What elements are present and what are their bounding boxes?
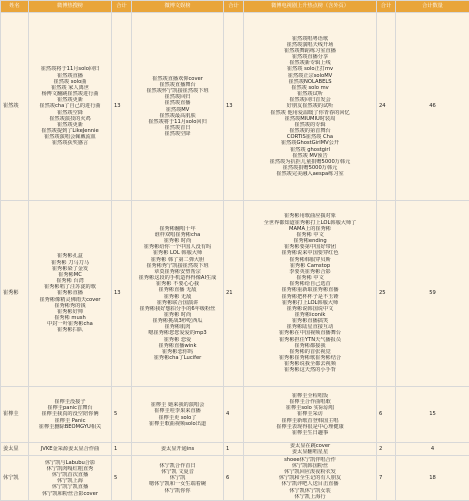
list-item: 崔秀彬直播wink (133, 343, 222, 349)
list-item: 崔然竣演技的火鸡 (30, 116, 110, 122)
list-item: 崔秀彬用歌曲应援对象 (245, 213, 375, 219)
list-item: 崔秀彬 中文 (245, 275, 375, 281)
list-item: 崔秀彬这段的手机造得得像AI生成 (133, 275, 222, 281)
list-item: 中封一叶崔秀彬cha (30, 321, 110, 327)
list-item: 崔秀彬说来中国要穿红色 (245, 250, 375, 256)
list-item: 崔然竣 他用爱温暖了你青春的回忆 (245, 110, 375, 116)
list-item: 崔秀彬给你一个中国人没有吗 (133, 244, 222, 250)
list-item: 嗯休宁凯和一女生端着碗 (133, 481, 222, 487)
list-item: 崔然竣直播欢仰cover (133, 76, 222, 82)
person-name: 崔秀彬 (1, 201, 29, 387)
list-item: 崔然竣完美融入aespa练习室 (245, 171, 375, 177)
list-item: 崔然竣NOLABELS (245, 79, 375, 85)
list-item: 崔然竣回归 (133, 94, 222, 100)
list-item: 休宁凯评吧人送目击直播 (245, 481, 375, 487)
tv-rising-count: 6 (377, 387, 396, 443)
list-item: 崔秀彬担任YTN天气播报员 (245, 337, 375, 343)
list-item: 崔然竣获奖感言 (30, 140, 110, 146)
list-item: JVKE金采源姜太显合作曲 (30, 446, 110, 452)
list-item: 嗯崔秀彬您您爱爱的mp3 (133, 330, 222, 336)
list-item: 崔秀彬iconik (245, 312, 375, 318)
list-item: 崔秀彬 LOL 韩服大师 (133, 250, 222, 256)
list-item: 崔然竣空降 (133, 131, 222, 137)
list-item: 崔然竣正宗soloMV (245, 73, 375, 79)
list-item: 休宁凯 (133, 475, 222, 481)
list-item: 崔然竣直播分享 (245, 54, 375, 60)
list-item: 崔然竣捐赠5000万韩元 (245, 165, 375, 171)
list-item: 崔秀彬 时尚 (133, 312, 222, 318)
list-item: 崔秀彬像精灵佛雨天cover (30, 297, 110, 303)
tv-rising-list (244, 387, 377, 443)
person-name: 崔然竣 (1, 13, 29, 201)
list-item: 崔秀彬ending (245, 238, 375, 244)
table-row (1, 13, 469, 201)
list-item: 崔秀彬MC (30, 272, 110, 278)
list-item: 崔秀彬恋你吗 (133, 349, 222, 355)
list-item: 崔然竣MIUMIU时装周 (245, 116, 375, 122)
list-item: 崔然竣演唱天线开场 (245, 42, 375, 48)
header-row (1, 1, 469, 13)
list-item: 崔秀彬直播搞笑 (245, 318, 375, 324)
list-item: 崔然竣首日 (133, 125, 222, 131)
list-item: 休宁凯回应泼夜粉衣发 (245, 469, 375, 475)
list-item: 崔秀彬打上LOL韩服大师 (245, 300, 375, 306)
list-item: 崔然竣试听 (245, 91, 375, 97)
header-weibo-hot-search: 微博热搜榜 (29, 1, 112, 13)
list-item: 休宁凯宁凯直播 (30, 484, 110, 490)
header-subtotal-3: 合计 (377, 1, 396, 13)
table-row (1, 387, 469, 443)
entertainment-list (132, 387, 224, 443)
tv-rising-list (244, 443, 377, 456)
list-item: 崔然竣MV (133, 107, 222, 113)
list-item: 休宁凯与Labubu合影 (30, 460, 110, 466)
tv-rising-count: 7 (377, 456, 396, 501)
list-item: 休宁凯韩国粉丝 (245, 463, 375, 469)
list-item: 姜太显开通ins (133, 446, 222, 452)
entertainment-count: 13 (224, 13, 244, 201)
hot-search-list (29, 456, 112, 501)
list-item: 崔秀彬崔秀彬歌崔秀彬结合 (245, 355, 375, 361)
list-item: 崔秀彬给自己选首 (245, 281, 375, 287)
grand-total: 59 (396, 201, 469, 387)
list-item: 崔秀彬 刀马刀马 (30, 260, 110, 266)
list-item: 崔然竣直播 (133, 100, 222, 106)
hot-search-list (29, 443, 112, 456)
list-item: 崔然竣回归首发会 (245, 97, 375, 103)
list-item: 崔秀彬扫队 (30, 327, 110, 333)
grand-total: 46 (396, 13, 469, 201)
table-row (1, 201, 469, 387)
list-item: 崔然竣的专辑 (245, 122, 375, 128)
list-item: 崔然竣 家人离世 (30, 85, 110, 91)
list-item: 崔秀彬我好想拍分手的6年级粉丝 (133, 306, 222, 312)
list-item: 崔秀彬秀宁凯接崔然竣下班 (133, 263, 222, 269)
list-item: 崔秀彬把杯杯子是不玉锤 (245, 294, 375, 300)
table-row (1, 456, 469, 501)
list-item: 休宁凯和粉丝合影cover (30, 491, 110, 497)
tv-rising-list (244, 201, 377, 387)
list-item: 崔然竣将于11月solo回归 (133, 119, 222, 125)
list-item: 崔然竣演唱会佩戴流血 (30, 134, 110, 140)
list-item: 休宁凯休宁凯女装 (245, 488, 375, 494)
list-item: 崔秀彬cha了Lucifer (133, 355, 222, 361)
hot-search-count: 5 (112, 387, 132, 443)
list-item: 崔秀彬染了金发 (30, 266, 110, 272)
tv-rising-count: 24 (377, 13, 396, 201)
header-grand-total: 合计数量 (396, 1, 469, 13)
list-item: 崔秀彬挑战3秒吃西瓜 (133, 318, 222, 324)
grand-total: 4 (396, 443, 469, 456)
list-item: 崔檸圭solo 实际原唱 (245, 405, 375, 411)
list-item: 崔秀彬要第中国好带团 (245, 244, 375, 250)
list-item: 崔秀彬 恋爱 (133, 337, 222, 343)
list-item: MAMA上的崔秀彬 (245, 226, 375, 232)
list-item: 崔然竣怀宁凯接崔然竣下班 (133, 88, 222, 94)
list-item: 好朋友崔然竣的试听 (245, 103, 375, 109)
entertainment-count: 6 (224, 456, 244, 501)
entertainment-list (132, 456, 224, 501)
list-item: 崔秀彬孔盒 (30, 253, 110, 259)
list-item: 姜太显翻唱星星 (245, 449, 375, 455)
list-item: 崔檸圭表现得很是中心理健康 (245, 424, 375, 430)
list-item: 崔秀彬 mush (30, 315, 110, 321)
tv-rising-count: 2 (377, 443, 396, 456)
entertainment-count: 1 (224, 443, 244, 456)
list-item: 谁样双唱崔秀彬cha (133, 232, 222, 238)
hot-search-list (29, 387, 112, 443)
list-item: 崔檸圭删除BEOMGYU相关 (30, 424, 110, 430)
list-item: 崔然竣为抗拒儿童捐赠5000万韩元 (245, 159, 375, 165)
grand-total: 18 (396, 456, 469, 501)
entertainment-count: 21 (224, 201, 244, 387)
list-item: 崔秀彬陆星直接互动 (245, 324, 375, 330)
list-item: 崔然竣更新 (30, 122, 110, 128)
list-item: 崔秀彬肌肉 (133, 324, 222, 330)
list-item: 姜太显在跳cover (245, 443, 375, 449)
entertainment-list (132, 443, 224, 456)
list-item: 崔秀彬 韩了第二弹大胆 (133, 257, 222, 263)
list-item: 崔然竣直播舞台 (133, 82, 222, 88)
list-item: 崔秀彬都接我 (245, 343, 375, 349)
person-name: 姜太显 (1, 443, 29, 456)
list-item: 休宁凯合作首日 (133, 463, 222, 469)
list-item: 休宁凯首次直播 (30, 472, 110, 478)
list-item: 崔然竣提到了LikeJennie (30, 128, 110, 134)
list-item: 崔秀彬韩服穿贝斯 (245, 257, 375, 263)
list-item: 休宁凯上海 (30, 478, 110, 484)
list-item: 崔然竣的第首舞台 (245, 128, 375, 134)
header-weibo-tv-rising: 微博电视剧上升热点榜（含外页） (244, 1, 377, 13)
list-item: 崔檸圭歌曲视频solo出道 (133, 421, 222, 427)
list-item: 休宁凯和全生记的有人朋友 (245, 475, 375, 481)
list-item: 崔檸圭没接子 (30, 399, 110, 405)
list-item: 崔然竣 solo正打mv (245, 66, 375, 72)
list-item: 崔然竣舞蹈练习室直播 (245, 48, 375, 54)
list-item: 崔然竣最高肌肤 (133, 113, 222, 119)
hot-search-count: 13 (112, 201, 132, 387)
list-item: 章莫崔秀彬安塑帮宗 (133, 269, 222, 275)
entertainment-list (132, 201, 224, 387)
list-item: 崔秀彬说我全都去视频 (245, 361, 375, 367)
list-item: 崔然竣新专辑上线 (245, 60, 375, 66)
hot-search-list (29, 13, 112, 201)
list-item: 休宁凯肉嘎红粗直秀 (30, 466, 110, 472)
hot-search-count: 5 (112, 456, 132, 501)
list-item: 崔秀彬这天然的小手背 (245, 367, 375, 373)
list-item: 崔然竣将于11月solo回归 (30, 66, 110, 72)
list-item: 崔秀彬秀的钱 (30, 303, 110, 309)
list-item: 崔檸圭生日趣事 (245, 430, 375, 436)
list-item: 休宁凯上海行 (245, 494, 375, 500)
list-item: 崔秀彬好帅 (30, 309, 110, 315)
list-item: 崔秀彬 中文 (245, 232, 375, 238)
list-item: 崔然竣 solo mv (245, 85, 375, 91)
hot-search-count: 1 (112, 443, 132, 456)
list-item: 崔秀彬 台湾 (30, 278, 110, 284)
list-item: 崔檸圭新歌首登韩国主唱 (245, 418, 375, 424)
person-name: 休宁凯 (1, 456, 29, 501)
list-item: 崔檸圭全程唱饭 (245, 393, 375, 399)
list-item: 崔然竣 MV预告 (245, 153, 375, 159)
entertainment-list (132, 13, 224, 201)
list-item: 崔秀彬在中国视频直播舞台 (245, 330, 375, 336)
list-item: 崔然竣 ghostgirl (245, 147, 375, 153)
list-item: 崔然竣 solo曲 (30, 79, 110, 85)
tv-rising-list (244, 13, 377, 201)
list-item: 崔秀彬重新取崔秀彬直播 (245, 287, 375, 293)
header-subtotal-2: 合计 (224, 1, 244, 13)
tv-rising-count: 25 (377, 201, 396, 387)
list-item: 休宁凯你你 (133, 488, 222, 494)
table-row (1, 443, 469, 456)
list-item: 休宁凯 文夏音 (133, 469, 222, 475)
list-item: 崔然竣GhostGirlMV公开 (245, 140, 375, 146)
list-item: 崔檸圭 Panic (30, 418, 110, 424)
list-item: 崔檸圭我真的没空陪你俩 (30, 411, 110, 417)
list-item: shoee休宁凯伴唱合作 (245, 457, 375, 463)
list-item: 崔秀彬 Camstop (245, 263, 375, 269)
list-item: 崔檸圭 她来我的演唱会 (133, 402, 222, 408)
list-item: 崔檸圭采访 (245, 411, 375, 417)
list-item: 杨博文翻跳崔然竣进行曲 (30, 91, 110, 97)
list-item: 崔秀彬 无敌 (133, 294, 222, 300)
list-item: 全世界都知道崔秀彬打上LOL韩服大师了 (245, 220, 375, 226)
list-item: 崔檸圭哇李果来直播 (133, 408, 222, 414)
tv-rising-list (244, 456, 377, 501)
list-item: 崔檸圭合作曲唱歌 (245, 399, 375, 405)
list-item: 崔秀彬 不要心心我 (133, 281, 222, 287)
list-item: 崔秀彬的首张视觉 (245, 349, 375, 355)
list-item: 李要英崔秀彬合影 (245, 269, 375, 275)
list-item: 崔秀彬唱了汪苏泷的歌 (30, 284, 110, 290)
list-item: 崔秀彬说韩国说中文 (245, 306, 375, 312)
hot-search-count: 13 (112, 13, 132, 201)
list-item: 崔然竣cha了自己的进行曲 (30, 103, 110, 109)
header-subtotal-1: 合计 (112, 1, 132, 13)
list-item: 崔然竣空降 (30, 110, 110, 116)
list-item: 崔秀彬直播 (30, 290, 110, 296)
list-item: 崔然竣唱粤语歌 (245, 36, 375, 42)
list-item: 崔秀彬联合国演讲 (133, 300, 222, 306)
header-weibo-entertainment: 微博文娱榜 (132, 1, 224, 13)
list-item: 崔秀彬翻唱十年 (133, 226, 222, 232)
grand-total: 15 (396, 387, 469, 443)
person-name: 崔檸圭 (1, 387, 29, 443)
list-item: 崔檸圭panic首舞台 (30, 405, 110, 411)
list-item: 崔秀彬 时尚 (133, 238, 222, 244)
list-item: 崔然竣更新 (30, 97, 110, 103)
header-name: 姓名 (1, 1, 29, 13)
hot-search-list (29, 201, 112, 387)
list-item: 崔秀彬直播 无敌 (133, 287, 222, 293)
list-item: CORTIS崔然竣 Cha (245, 134, 375, 140)
entertainment-count: 4 (224, 387, 244, 443)
list-item: 崔檸圭更 solo了 (133, 415, 222, 421)
list-item: 崔然竣直播 (30, 73, 110, 79)
